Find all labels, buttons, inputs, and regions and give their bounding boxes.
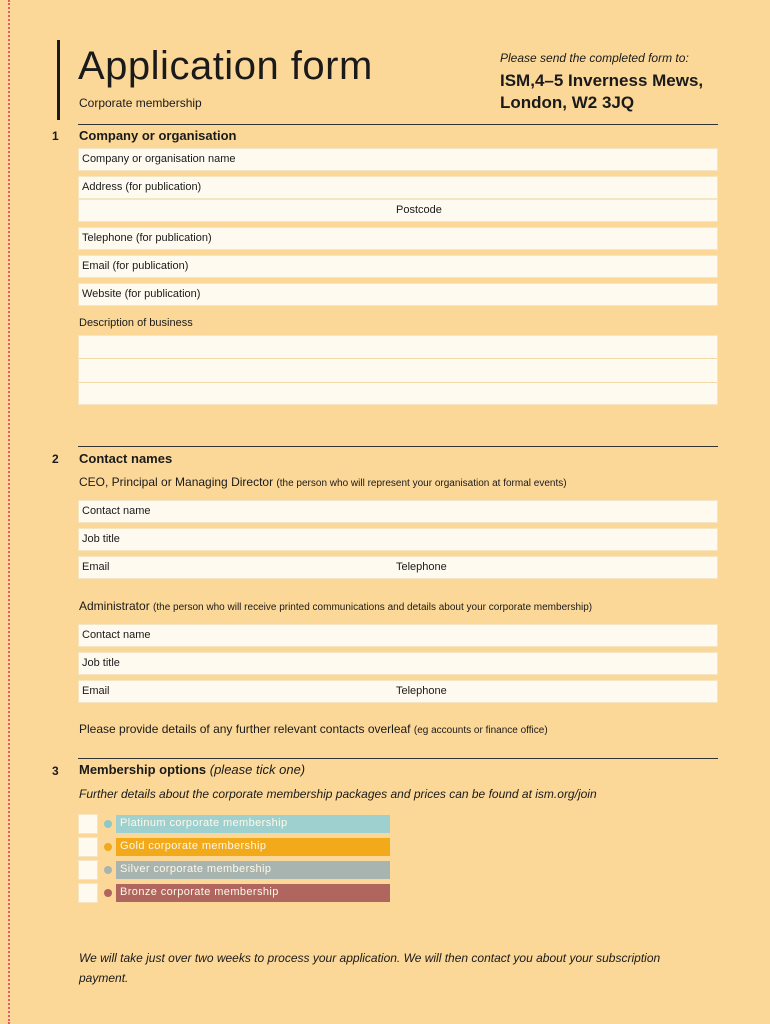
address-field[interactable]: [78, 176, 718, 199]
contact-name-label: Contact name: [82, 629, 151, 641]
ceo-note: (the person who will represent your organisation at formal events): [276, 478, 567, 489]
section-3-number: 3: [52, 764, 59, 778]
email-field[interactable]: [78, 255, 718, 278]
address-postcode-field[interactable]: [78, 199, 718, 222]
platinum-label: Platinum corporate membership: [116, 815, 390, 833]
website-field[interactable]: [78, 283, 718, 306]
footer-note: We will take just over two weeks to process your application. We will then contact you about your subscription payment.: [79, 951, 661, 985]
admin-contact-name-field[interactable]: [78, 624, 718, 647]
perforation-edge: [8, 0, 10, 1024]
telephone-field[interactable]: [78, 227, 718, 250]
membership-options-note: (please tick one): [209, 762, 306, 777]
description-textarea[interactable]: [78, 335, 718, 405]
description-label: Description of business: [79, 317, 193, 329]
further-contacts-label: Please provide details of any further relevant contacts overleaf: [79, 722, 411, 736]
title-accent-bar: [57, 40, 60, 120]
bronze-label: Bronze corporate membership: [116, 884, 390, 902]
postcode-label: Postcode: [396, 204, 442, 216]
platinum-dot-icon: [104, 820, 112, 828]
bronze-checkbox[interactable]: [78, 883, 98, 903]
membership-options-title: Membership options: [79, 762, 207, 777]
silver-checkbox[interactable]: [78, 860, 98, 880]
page-title: Application form: [78, 44, 373, 88]
company-name-field[interactable]: [78, 148, 718, 171]
page-subtitle: Corporate membership: [79, 96, 202, 110]
postal-address: [500, 70, 740, 114]
section-3-rule: [78, 758, 718, 759]
job-title-label: Job title: [82, 533, 120, 545]
section-1-title: Company or organisation: [79, 128, 237, 143]
membership-option-platinum[interactable]: [78, 814, 398, 834]
gold-label: Gold corporate membership: [116, 838, 390, 856]
description-line: [79, 382, 717, 383]
section-1-rule: [78, 124, 718, 125]
email-label: Email: [82, 561, 110, 573]
email-label: Email: [82, 685, 110, 697]
telephone-label: Telephone (for publication): [82, 232, 212, 244]
membership-details-text: Further details about the corporate membership packages and prices can be found at ism.org/join: [79, 787, 597, 801]
section-2-number: 2: [52, 452, 59, 466]
membership-option-bronze[interactable]: [78, 883, 398, 903]
bronze-dot-icon: [104, 889, 112, 897]
address-line-1: ISM,4–5 Inverness Mews,: [500, 71, 704, 90]
admin-label: Administrator: [79, 599, 150, 613]
description-line: [79, 358, 717, 359]
company-name-label: Company or organisation name: [82, 153, 236, 165]
send-to-label: Please send the completed form to:: [500, 51, 689, 65]
membership-option-gold[interactable]: [78, 837, 398, 857]
admin-note: (the person who will receive printed communications and details about your corporate membership): [153, 602, 593, 613]
platinum-checkbox[interactable]: [78, 814, 98, 834]
membership-option-silver[interactable]: [78, 860, 398, 880]
gold-dot-icon: [104, 843, 112, 851]
gold-checkbox[interactable]: [78, 837, 98, 857]
silver-dot-icon: [104, 866, 112, 874]
section-2-rule: [78, 446, 718, 447]
section-3-title: [79, 762, 305, 777]
job-title-label: Job title: [82, 657, 120, 669]
ceo-label: CEO, Principal or Managing Director: [79, 475, 274, 489]
ceo-job-title-field[interactable]: [78, 528, 718, 551]
address-label: Address (for publication): [82, 181, 202, 193]
email-label: Email (for publication): [82, 260, 189, 272]
admin-heading: [79, 599, 592, 613]
admin-job-title-field[interactable]: [78, 652, 718, 675]
further-contacts-note: [79, 722, 548, 736]
telephone-label: Telephone: [396, 685, 447, 697]
ceo-heading: [79, 475, 567, 489]
website-label: Website (for publication): [82, 288, 201, 300]
contact-name-label: Contact name: [82, 505, 151, 517]
ceo-contact-name-field[interactable]: [78, 500, 718, 523]
silver-label: Silver corporate membership: [116, 861, 390, 879]
further-contacts-example: (eg accounts or finance office): [413, 725, 548, 736]
section-1-number: 1: [52, 129, 59, 143]
address-line-2: London, W2 3JQ: [500, 93, 635, 112]
telephone-label: Telephone: [396, 561, 447, 573]
admin-email-telephone-field[interactable]: [78, 680, 718, 703]
ceo-email-telephone-field[interactable]: [78, 556, 718, 579]
section-2-title: Contact names: [79, 451, 173, 466]
